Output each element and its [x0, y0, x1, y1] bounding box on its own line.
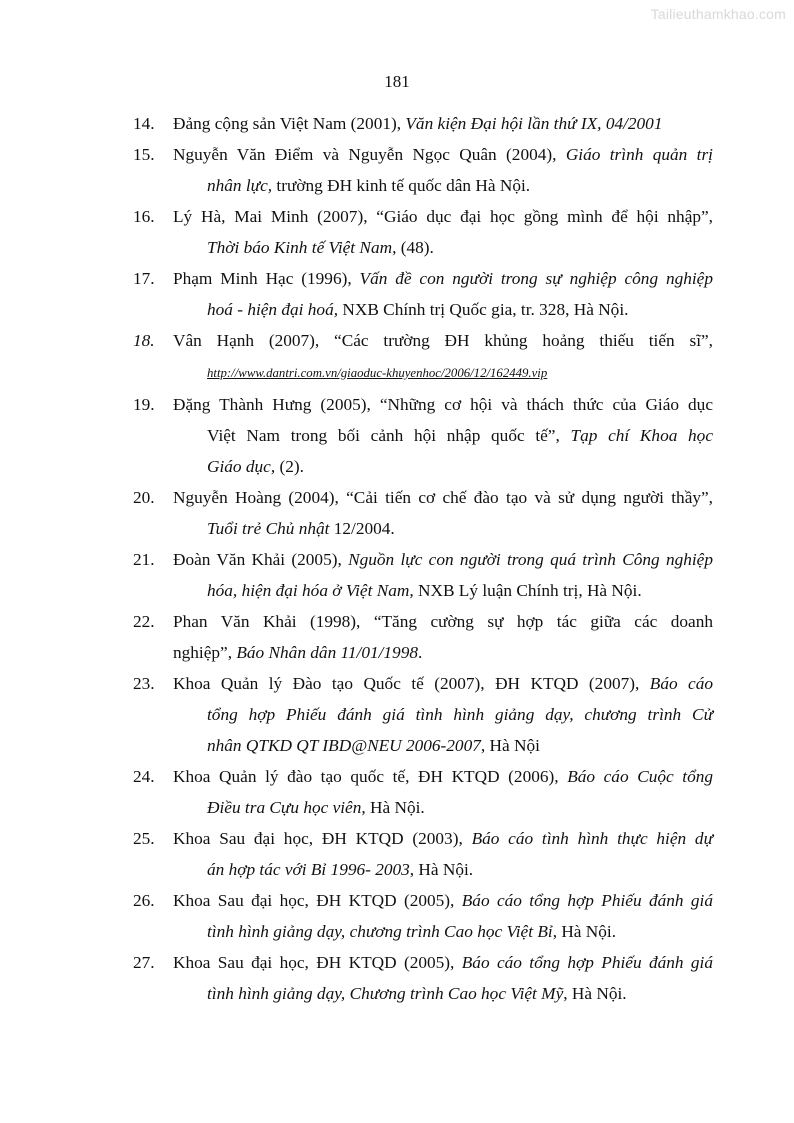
reference-number: 14. [133, 114, 155, 133]
reference-title: hóa, hiện đại hóa ở Việt Nam, [207, 581, 414, 600]
reference-text: Khoa Quản lý đào tạo quốc tế, ĐH KTQD (2006), [173, 767, 568, 786]
reference-title: Thời báo Kinh tế Việt Nam [207, 238, 393, 257]
reference-text: Đảng cộng sản Việt Nam (2001), [173, 114, 406, 133]
reference-title: tình hình giảng dạy, Chương trình Cao học Việt Mỹ [207, 984, 564, 1003]
reference-number: 20. [133, 488, 155, 507]
watermark: Tailieuthamkhao.com [650, 6, 786, 22]
reference-text: , (48). [392, 238, 434, 257]
reference-text: , Hà Nội. [361, 798, 425, 817]
reference-title: Báo cáo Cuộc tổng [567, 767, 714, 786]
reference-title: Báo cáo tình hình thực hiện dự [471, 829, 713, 848]
reference-text: , Hà Nội. [552, 922, 617, 941]
reference-number: 15. [133, 145, 155, 164]
reference-title: hoá - hiện đại hoá, [207, 300, 339, 319]
reference-title: án hợp tác với Bỉ 1996- 2003 [207, 860, 410, 879]
reference-number: 16. [133, 207, 155, 226]
reference-text: , Hà Nội [480, 736, 540, 755]
reference-number: 26. [133, 891, 155, 910]
reference-title: Báo cáo tổng hợp Phiếu đánh giá [461, 891, 713, 910]
reference-item [133, 885, 713, 947]
reference-title: Báo cáo [649, 674, 714, 693]
reference-title: Giáo trình quản trị [565, 145, 713, 164]
reference-item [133, 544, 713, 606]
reference-item [133, 823, 713, 885]
reference-text: Phạm Minh Hạc (1996), [173, 269, 360, 288]
reference-text: . [417, 643, 423, 662]
reference-text: Phan Văn Khải (1998), “Tăng cường sự hợp tác giữa các doanh [173, 612, 713, 631]
reference-number: 23. [133, 674, 155, 693]
reference-text: NXB Lý luận Chính trị, Hà Nội. [413, 581, 642, 600]
reference-title: Nguồn lực con người trong quá trình Công nghiệp [348, 550, 713, 569]
reference-title: tình hình giảng dạy, chương trình Cao học Việt Bỉ [207, 922, 553, 941]
reference-text: Khoa Sau đại học, ĐH KTQD (2005), [173, 953, 462, 972]
reference-item [133, 482, 713, 544]
reference-text: Khoa Quản lý Đào tạo Quốc tế (2007), ĐH KTQD (2007), [173, 674, 650, 693]
reference-number: 18. [133, 331, 155, 350]
reference-title: nhân QTKD QT IBD@NEU 2006-2007 [207, 736, 481, 755]
page-number: 181 [384, 72, 410, 91]
reference-title: Tuổi trẻ Chủ nhật [207, 519, 330, 538]
reference-number: 19. [133, 395, 155, 414]
reference-title: Báo Nhân dân 11/01/1998 [236, 643, 418, 662]
reference-number: 17. [133, 269, 155, 288]
reference-item [133, 389, 713, 482]
reference-number: 22. [133, 612, 155, 631]
reference-text: (2). [275, 457, 304, 476]
reference-title: Báo cáo tổng hợp Phiếu đánh giá [461, 953, 713, 972]
reference-number: 21. [133, 550, 155, 569]
reference-title: tổng hợp Phiếu đánh giá tình hình giảng dạy, chương trình Cử [207, 705, 713, 724]
reference-item [133, 947, 713, 1009]
reference-title: Điều tra Cựu học viên [207, 798, 362, 817]
reference-title: Tạp chí Khoa học [570, 426, 713, 445]
reference-text: Đặng Thành Hưng (2005), “Những cơ hội và thách thức của Giáo dục [173, 395, 713, 414]
reference-title: Giáo dục, [207, 457, 276, 476]
reference-text: Lý Hà, Mai Minh (2007), “Giáo dục đại học gồng mình để hội nhập”, [173, 207, 713, 226]
reference-text: Đoàn Văn Khải (2005), [173, 550, 349, 569]
reference-item [133, 606, 713, 668]
reference-list [133, 108, 713, 1009]
reference-item [133, 139, 713, 201]
reference-text: nghiệp”, [173, 643, 237, 662]
reference-item [133, 108, 713, 139]
reference-item [133, 201, 713, 263]
reference-text: Khoa Sau đại học, ĐH KTQD (2003), [173, 829, 472, 848]
reference-number: 25. [133, 829, 155, 848]
reference-text: Việt Nam trong bối cảnh hội nhập quốc tế”, [207, 426, 571, 445]
reference-text: Vân Hạnh (2007), “Các trường ĐH khủng hoảng thiếu tiến sĩ”, [173, 331, 713, 350]
reference-number: 27. [133, 953, 155, 972]
reference-item [133, 263, 713, 325]
reference-item [133, 668, 713, 761]
reference-text: Khoa Sau đại học, ĐH KTQD (2005), [173, 891, 462, 910]
reference-link[interactable]: http://www.dantri.com.vn/giaoduc-khuyenhoc/2006/12/162449.vip [207, 366, 548, 380]
reference-title: Văn kiện Đại hội lần thứ IX, 04/2001 [405, 114, 663, 133]
reference-text: , Hà Nội. [563, 984, 627, 1003]
reference-item [133, 761, 713, 823]
reference-text: Nguyễn Hoàng (2004), “Cải tiến cơ chế đào tạo và sử dụng người thầy”, [173, 488, 713, 507]
reference-number: 24. [133, 767, 155, 786]
reference-title: nhân lực, [207, 176, 273, 195]
reference-text: 12/2004. [329, 519, 395, 538]
reference-item [133, 325, 713, 389]
reference-text: NXB Chính trị Quốc gia, tr. 328, Hà Nội. [338, 300, 629, 319]
reference-text: Nguyễn Văn Điểm và Nguyễn Ngọc Quân (2004), [173, 145, 566, 164]
reference-text: , Hà Nội. [409, 860, 474, 879]
reference-text: trường ĐH kinh tế quốc dân Hà Nội. [272, 176, 531, 195]
reference-title: Vấn đề con người trong sự nghiệp công nghiệp [359, 269, 713, 288]
